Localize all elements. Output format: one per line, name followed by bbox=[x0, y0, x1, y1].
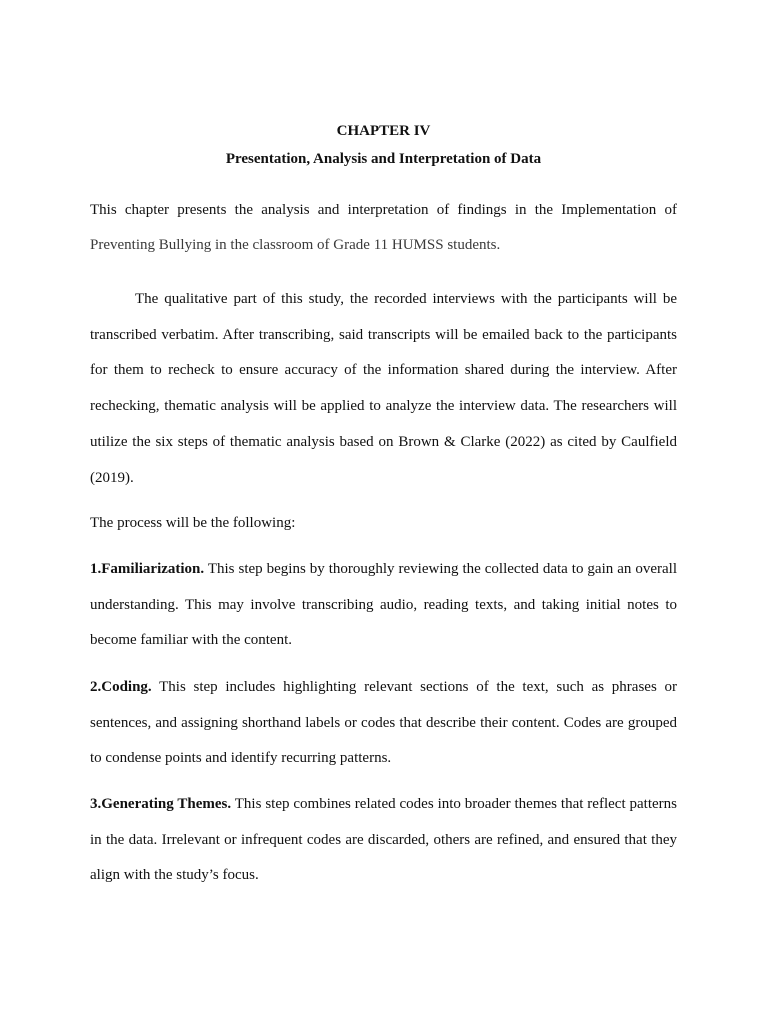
step-text: This step includes highlighting relevant sections of the text, such as phrases or sentences, and assigning shorthand labels or codes that describe their content. Codes are grouped to condense points and identify recurring patterns. bbox=[90, 679, 677, 767]
step-familiarization bbox=[90, 552, 677, 659]
step-label: 2.Coding. bbox=[90, 679, 152, 695]
intro-line-2: Preventing Bullying in the classroom of Grade 11 HUMSS students. bbox=[90, 237, 501, 253]
step-label: 3.Generating Themes. bbox=[90, 796, 232, 812]
step-generating-themes bbox=[90, 787, 677, 894]
chapter-heading: CHAPTER IV bbox=[336, 123, 431, 139]
step-label: 1.Familiarization. bbox=[90, 561, 205, 577]
step-text: This step begins by thoroughly reviewing the collected data to gain an overall understanding. This may involve transcribing audio, reading texts, and taking initial notes to become familiar with the content. bbox=[90, 561, 677, 649]
intro-line-1: This chapter presents the analysis and interpretation of findings in the Implementation of bbox=[90, 202, 677, 218]
step-text: This step combines related codes into broader themes that reflect patterns in the data. Irrelevant or infrequent codes are discarded, others are refined, and ensured that they align with the study’s focus. bbox=[90, 796, 677, 884]
process-intro: The process will be the following: bbox=[90, 515, 296, 531]
step-coding bbox=[90, 670, 677, 777]
chapter-subtitle: Presentation, Analysis and Interpretation of Data bbox=[225, 151, 542, 167]
qualitative-paragraph: The qualitative part of this study, the recorded interviews with the participants will be transcribed verbatim. After transcribing, said transcripts will be emailed back to the participants for them to recheck to ensure accuracy of the information shared during the interview. After rechecking, thematic analysis will be applied to analyze the interview data. The researchers will utilize the six steps of thematic analysis based on Brown & Clarke (2022) as cited by Caulfield (2019). bbox=[90, 291, 677, 486]
